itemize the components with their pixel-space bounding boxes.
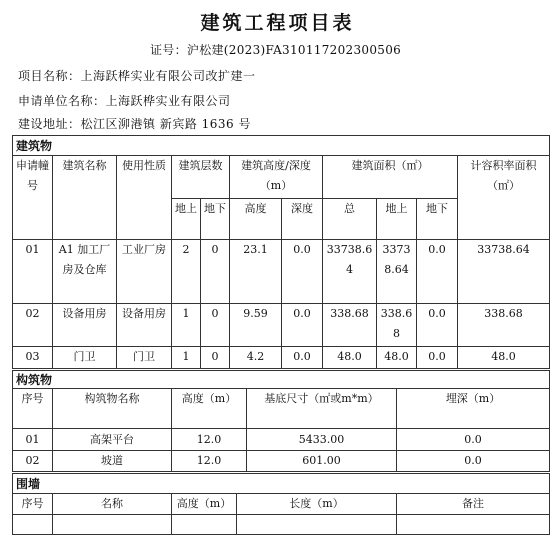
header-far-area: 计容积率面积（㎡） (458, 156, 550, 240)
cell-seq: 01 (13, 240, 53, 304)
header-seq: 申请幢号 (13, 156, 53, 240)
cell-seq: 02 (13, 304, 53, 347)
project-name: 项目名称：上海跃桦实业有限公司改扩建一 (18, 69, 256, 83)
header-floors-below: 地下 (201, 199, 230, 240)
walls-table (12, 473, 550, 535)
header-wall-name: 名称 (53, 494, 172, 515)
cell-name: 坡道 (53, 451, 172, 472)
structures-section-title: 构筑物 (13, 371, 550, 389)
header-use: 使用性质 (117, 156, 172, 240)
header-length: 长度（m） (237, 494, 397, 515)
header-height: 高度（m） (172, 389, 247, 429)
applicant-name: 申请单位名称：上海跃桦实业有限公司 (18, 94, 231, 108)
cell-far-area: 48.0 (458, 347, 550, 369)
cell-name: A1 加工厂房及仓库 (53, 240, 117, 304)
cell-area-above: 33738.64 (377, 240, 417, 304)
cell-base-size: 601.00 (247, 451, 397, 472)
header-building-name: 建筑名称 (53, 156, 117, 240)
table-row (13, 347, 550, 369)
header-height: 高度 (230, 199, 282, 240)
header-burial-depth: 埋深（m） (397, 389, 550, 429)
cell-height: 4.2 (230, 347, 282, 369)
cell-area-total: 48.0 (323, 347, 377, 369)
document-title: 建筑工程项目表 (200, 12, 355, 34)
cell-height: 23.1 (230, 240, 282, 304)
cell-burial-depth: 0.0 (397, 429, 550, 451)
cell-use: 工业厂房 (117, 240, 172, 304)
cell-area-below: 0.0 (417, 240, 458, 304)
cell-floors-below: 0 (201, 240, 230, 304)
header-height-depth: 建筑高度/深度（m） (230, 156, 323, 199)
cell-area-above: 48.0 (377, 347, 417, 369)
table-row (13, 451, 550, 472)
cell-area-below: 0.0 (417, 304, 458, 347)
table-row (13, 515, 550, 535)
cell-name: 高架平台 (53, 429, 172, 451)
cell-seq: 02 (13, 451, 53, 472)
buildings-table (12, 135, 550, 369)
empty-cell (53, 515, 172, 535)
empty-cell (172, 515, 237, 535)
buildings-section-title: 建筑物 (13, 136, 550, 156)
cell-area-above: 338.68 (377, 304, 417, 347)
cell-seq: 01 (13, 429, 53, 451)
header-depth: 深度 (282, 199, 323, 240)
certificate-number: 证号：沪松建(2023)FA310117202300506 (150, 43, 402, 57)
header-note: 备注 (397, 494, 550, 515)
header-area-below: 地下 (417, 199, 458, 240)
cell-floors-below: 0 (201, 347, 230, 369)
header-area: 建筑面积（㎡） (323, 156, 458, 199)
cell-floors-above: 2 (172, 240, 201, 304)
cell-burial-depth: 0.0 (397, 451, 550, 472)
cell-seq: 03 (13, 347, 53, 369)
cell-depth: 0.0 (282, 240, 323, 304)
empty-cell (397, 515, 550, 535)
cell-name: 门卫 (53, 347, 117, 369)
cell-depth: 0.0 (282, 347, 323, 369)
header-height: 高度（m） (172, 494, 237, 515)
cell-use: 门卫 (117, 347, 172, 369)
empty-cell (13, 515, 53, 535)
table-row (13, 240, 550, 304)
cell-floors-above: 1 (172, 347, 201, 369)
table-row (13, 304, 550, 347)
construction-address: 建设地址：松江区泖港镇 新宾路 1636 号 (18, 117, 251, 131)
cell-far-area: 338.68 (458, 304, 550, 347)
cell-height: 12.0 (172, 429, 247, 451)
header-seq: 序号 (13, 389, 53, 429)
cell-area-below: 0.0 (417, 347, 458, 369)
cell-floors-below: 0 (201, 304, 230, 347)
cell-area-total: 338.68 (323, 304, 377, 347)
header-floors-above: 地上 (172, 199, 201, 240)
cell-base-size: 5433.00 (247, 429, 397, 451)
header-structure-name: 构筑物名称 (53, 389, 172, 429)
header-base-size: 基底尺寸（㎡或m*m） (247, 389, 397, 429)
cell-height: 12.0 (172, 451, 247, 472)
cell-area-total: 33738.64 (323, 240, 377, 304)
header-area-above: 地上 (377, 199, 417, 240)
structures-table (12, 370, 550, 472)
header-area-total: 总 (323, 199, 377, 240)
cell-depth: 0.0 (282, 304, 323, 347)
cell-use: 设备用房 (117, 304, 172, 347)
cell-floors-above: 1 (172, 304, 201, 347)
cell-height: 9.59 (230, 304, 282, 347)
cell-far-area: 33738.64 (458, 240, 550, 304)
table-row (13, 429, 550, 451)
cell-name: 设备用房 (53, 304, 117, 347)
header-floors: 建筑层数 (172, 156, 230, 199)
empty-cell (237, 515, 397, 535)
header-seq: 序号 (13, 494, 53, 515)
walls-section-title: 围墙 (13, 474, 550, 494)
